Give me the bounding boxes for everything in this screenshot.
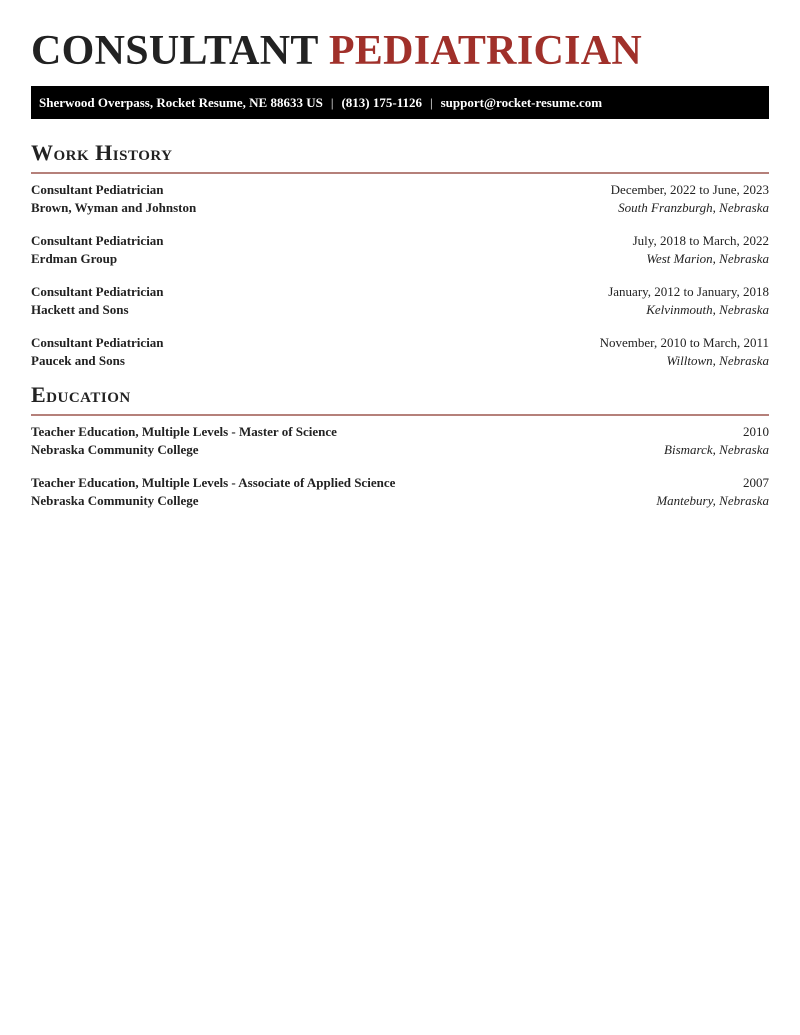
company-name: Paucek and Sons xyxy=(31,353,125,368)
degree-name: Teacher Education, Multiple Levels - Master of Science xyxy=(31,424,337,439)
company-name: Erdman Group xyxy=(31,251,118,266)
section-divider xyxy=(31,414,769,416)
work-history-heading: Work History xyxy=(31,140,173,165)
school-location: Mantebury, Nebraska xyxy=(656,493,769,508)
job-location: Kelvinmouth, Nebraska xyxy=(646,302,769,317)
graduation-year: 2007 xyxy=(743,475,769,490)
job-title: Consultant Pediatrician xyxy=(31,233,164,248)
job-dates: December, 2022 to June, 2023 xyxy=(610,182,769,197)
contact-email: support@rocket-resume.com xyxy=(440,95,603,110)
work-entry xyxy=(31,181,769,217)
graduation-year: 2010 xyxy=(743,424,769,439)
job-title: Consultant Pediatrician xyxy=(31,284,164,299)
title-part-1: CONSULTANT xyxy=(31,28,318,74)
contact-separator: | xyxy=(330,95,334,110)
education-entry xyxy=(31,423,769,459)
work-entry xyxy=(31,232,769,268)
work-entry xyxy=(31,334,769,370)
contact-bar xyxy=(31,86,769,119)
job-title: Consultant Pediatrician xyxy=(31,335,164,350)
job-location: West Marion, Nebraska xyxy=(646,251,769,266)
contact-separator: | xyxy=(429,95,433,110)
work-entry xyxy=(31,283,769,319)
company-name: Brown, Wyman and Johnston xyxy=(31,200,197,215)
job-dates: July, 2018 to March, 2022 xyxy=(632,233,769,248)
job-dates: January, 2012 to January, 2018 xyxy=(608,284,769,299)
job-location: Willtown, Nebraska xyxy=(666,353,769,368)
degree-name: Teacher Education, Multiple Levels - Associate of Applied Science xyxy=(31,475,396,490)
job-title: Consultant Pediatrician xyxy=(31,182,164,197)
page-title xyxy=(31,28,642,74)
company-name: Hackett and Sons xyxy=(31,302,129,317)
title-part-2: PEDIATRICIAN xyxy=(328,28,642,74)
school-name: Nebraska Community College xyxy=(31,493,199,508)
education-heading: Education xyxy=(31,382,131,407)
job-location: South Franzburgh, Nebraska xyxy=(618,200,769,215)
school-location: Bismarck, Nebraska xyxy=(664,442,769,457)
school-name: Nebraska Community College xyxy=(31,442,199,457)
contact-phone: (813) 175-1126 xyxy=(341,95,422,110)
section-divider xyxy=(31,172,769,174)
contact-address: Sherwood Overpass, Rocket Resume, NE 88633 US xyxy=(39,95,323,110)
education-entry xyxy=(31,474,769,510)
job-dates: November, 2010 to March, 2011 xyxy=(599,335,769,350)
